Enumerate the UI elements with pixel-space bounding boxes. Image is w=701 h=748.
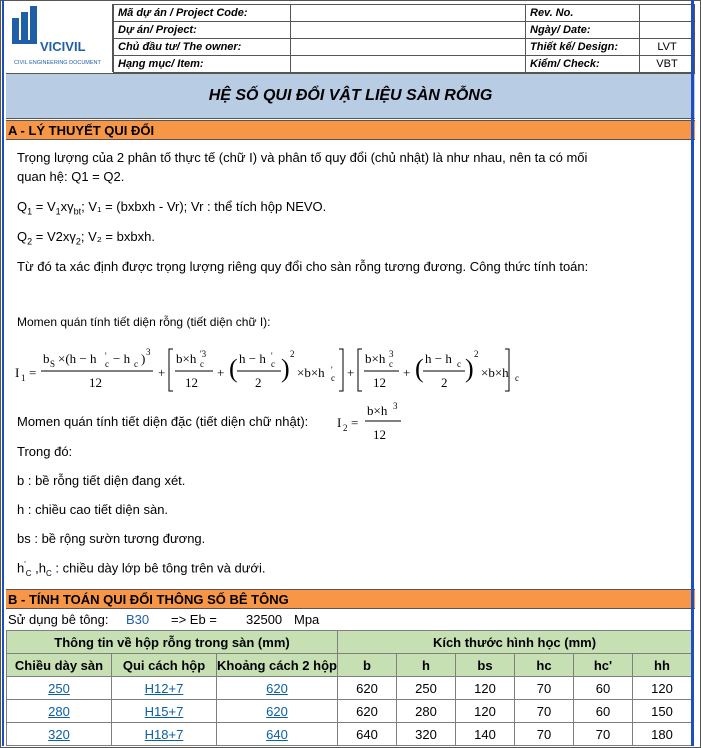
svg-text:I: I bbox=[15, 365, 20, 380]
svg-text:I: I bbox=[337, 415, 342, 430]
project-label: Dự án/ Project: bbox=[114, 22, 291, 39]
document-header bbox=[6, 4, 695, 72]
q1-formula-rest: ; V₁ = (bxbxh - Vr); Vr : thể tích hộp NEVO. bbox=[81, 199, 327, 214]
box-table bbox=[6, 630, 692, 746]
q2-formula: $Q_2 = V2x\gamma_2$; V₂ = bxbxh. bbox=[17, 229, 155, 247]
check-value[interactable]: VBT bbox=[640, 56, 695, 73]
svg-text:c: c bbox=[134, 359, 138, 369]
svg-text:1: 1 bbox=[21, 373, 26, 383]
svg-text:×b×h: ×b×h bbox=[297, 365, 325, 380]
col-header-bs: bs bbox=[456, 654, 515, 677]
rev-no-value[interactable] bbox=[640, 5, 695, 22]
col-header-h: h bbox=[397, 654, 456, 677]
cell-hc-prime: 60 bbox=[574, 700, 633, 723]
text-line-3: Từ đó ta xác định được trọng lượng riêng quy đổi cho sàn rỗng tương đương. Công thức tính toán: bbox=[17, 259, 589, 274]
project-code-label: Mã dự án / Project Code: bbox=[114, 5, 291, 22]
cell-hc-prime: 70 bbox=[574, 723, 633, 746]
project-value[interactable] bbox=[291, 22, 526, 39]
momen-hollow-label: Momen quán tính tiết diện rỗng (tiết diện chữ I): bbox=[17, 315, 271, 329]
header-table bbox=[113, 4, 695, 73]
svg-text:+: + bbox=[403, 365, 411, 380]
box-type-link[interactable]: H18+7 bbox=[112, 723, 217, 746]
design-label: Thiết kế/ Design: bbox=[526, 39, 640, 56]
slab-thickness-link[interactable]: 320 bbox=[7, 723, 112, 746]
svg-text:12: 12 bbox=[373, 427, 386, 442]
cell-h: 250 bbox=[397, 677, 456, 700]
svg-text:2: 2 bbox=[343, 423, 348, 433]
svg-text:': ' bbox=[105, 351, 107, 361]
svg-text:): ) bbox=[141, 351, 146, 366]
svg-text:12: 12 bbox=[89, 375, 102, 390]
page-title: HỆ SỐ QUI ĐỔI VẬT LIỆU SÀN RỖNG bbox=[6, 73, 695, 119]
svg-text:b: b bbox=[43, 351, 50, 366]
owner-value[interactable] bbox=[291, 39, 526, 56]
logo-subtitle: CIVIL ENGINEERING DOCUMENT bbox=[14, 60, 101, 66]
col-header-hc: hc bbox=[515, 654, 574, 677]
col-header-box-type: Qui cách hộp bbox=[112, 654, 217, 677]
box-spacing-link[interactable]: 620 bbox=[217, 700, 338, 723]
text-line-2: quan hệ: Q1 = Q2. bbox=[17, 169, 125, 184]
concrete-row bbox=[6, 610, 695, 630]
svg-text:S: S bbox=[50, 359, 56, 369]
table-row bbox=[7, 700, 692, 723]
col-header-b: b bbox=[338, 654, 397, 677]
check-label: Kiểm/ Check: bbox=[526, 56, 640, 73]
svg-text:c: c bbox=[200, 359, 204, 369]
text-line-1: Trọng lượng của 2 phân tố thực tế (chữ I) và phân tố quy đổi (chủ nhật) là như nhau, nên ta có mối bbox=[17, 150, 588, 165]
hollow-inertia-formula bbox=[13, 343, 519, 395]
slab-thickness-link[interactable]: 250 bbox=[7, 677, 112, 700]
table-row bbox=[7, 723, 692, 746]
concrete-label: Sử dụng bê tông: bbox=[8, 612, 109, 627]
svg-text:×b×h: ×b×h bbox=[481, 365, 509, 380]
solid-inertia-formula bbox=[335, 401, 415, 447]
svg-text:+: + bbox=[158, 365, 166, 380]
svg-text:3: 3 bbox=[393, 401, 398, 411]
col-header-box-spacing: Khoảng cách 2 hộp bbox=[217, 654, 338, 677]
cell-b: 640 bbox=[338, 723, 397, 746]
cell-b: 620 bbox=[338, 677, 397, 700]
svg-text:+: + bbox=[347, 365, 355, 380]
cell-bs: 120 bbox=[456, 700, 515, 723]
svg-text:2: 2 bbox=[474, 349, 479, 359]
svg-text:3: 3 bbox=[389, 349, 394, 359]
group-header-geometry: Kích thước hình học (mm) bbox=[338, 631, 692, 654]
svg-text:b×h: b×h bbox=[176, 351, 197, 366]
svg-text:+: + bbox=[217, 365, 225, 380]
cell-hc: 70 bbox=[515, 723, 574, 746]
svg-text:2: 2 bbox=[290, 349, 295, 359]
svg-text:b×h: b×h bbox=[367, 403, 388, 418]
item-label: Hạng mục/ Item: bbox=[114, 56, 291, 73]
svg-text:c: c bbox=[389, 359, 393, 369]
vicivil-logo-icon bbox=[6, 4, 112, 72]
svg-text:2: 2 bbox=[255, 375, 262, 390]
date-value[interactable] bbox=[640, 22, 695, 39]
svg-text:2: 2 bbox=[441, 375, 448, 390]
svg-text:=: = bbox=[29, 365, 37, 380]
cell-bs: 120 bbox=[456, 677, 515, 700]
svg-text:×(h − h: ×(h − h bbox=[58, 351, 97, 366]
h-description: h : chiều cao tiết diện sàn. bbox=[17, 502, 169, 517]
b-description: b : bề rỗng tiết diện đang xét. bbox=[17, 473, 186, 488]
svg-text:): ) bbox=[281, 354, 290, 383]
box-spacing-link[interactable]: 620 bbox=[217, 677, 338, 700]
cell-bs: 140 bbox=[456, 723, 515, 746]
cell-hc: 70 bbox=[515, 677, 574, 700]
section-b-heading: B - TÍNH TOÁN QUI ĐỔI THÔNG SỐ BÊ TÔNG bbox=[6, 589, 695, 609]
date-label: Ngày/ Date: bbox=[526, 22, 640, 39]
project-code-value[interactable] bbox=[291, 5, 526, 22]
q1-formula: $Q_1 = V_1x\gamma_{bt}$; V₁ = (bxbxh - Vr); Vr : thể tích hộp NEVO. bbox=[17, 199, 327, 217]
svg-text:(: ( bbox=[229, 354, 238, 383]
svg-text:c: c bbox=[331, 373, 335, 383]
svg-text:12: 12 bbox=[185, 375, 198, 390]
box-spacing-link[interactable]: 640 bbox=[217, 723, 338, 746]
svg-text:): ) bbox=[465, 354, 474, 383]
design-value[interactable]: LVT bbox=[640, 39, 695, 56]
table-row bbox=[7, 677, 692, 700]
eb-unit: Mpa bbox=[294, 612, 320, 627]
hollow-formula-closing-bracket bbox=[503, 349, 513, 395]
col-header-slab-thickness: Chiều dày sàn bbox=[7, 654, 112, 677]
cell-hh: 150 bbox=[633, 700, 692, 723]
svg-text:− h: − h bbox=[113, 351, 131, 366]
momen-solid-label: Momen quán tính tiết diện đặc (tiết diện chữ nhật): bbox=[17, 414, 309, 429]
box-type-link[interactable]: H12+7 bbox=[112, 677, 217, 700]
concrete-grade-select[interactable]: B30 bbox=[126, 612, 150, 627]
eb-value: 32500 bbox=[246, 612, 283, 627]
slab-thickness-link[interactable]: 280 bbox=[7, 700, 112, 723]
svg-text:=: = bbox=[351, 415, 359, 430]
svg-text:c: c bbox=[515, 373, 519, 383]
col-header-hc-prime: hc' bbox=[574, 654, 633, 677]
svg-text:b×h: b×h bbox=[365, 351, 386, 366]
item-value[interactable] bbox=[291, 56, 526, 73]
svg-text:h − h: h − h bbox=[239, 351, 266, 366]
svg-text:h − h: h − h bbox=[425, 351, 452, 366]
svg-text:3: 3 bbox=[146, 347, 151, 357]
cell-hc: 70 bbox=[515, 700, 574, 723]
svg-text:': ' bbox=[331, 365, 333, 375]
svg-text:': ' bbox=[271, 351, 273, 361]
hc-description-text: : chiều dày lớp bê tông trên và dưới. bbox=[51, 560, 266, 576]
cell-hh: 120 bbox=[633, 677, 692, 700]
svg-text:c: c bbox=[457, 359, 461, 369]
svg-text:c: c bbox=[105, 359, 109, 369]
owner-label: Chủ đầu tư/ The owner: bbox=[114, 39, 291, 56]
hc-description: $h'_C$ $,h_C$ : chiều dày lớp bê tông trên và dưới. bbox=[17, 560, 266, 578]
eb-label: => Eb = bbox=[171, 612, 217, 627]
bs-description: bs : bề rộng sườn tương đương. bbox=[17, 531, 206, 546]
svg-text:c: c bbox=[271, 359, 275, 369]
cell-h: 280 bbox=[397, 700, 456, 723]
logo-text: VICIVIL bbox=[40, 39, 86, 54]
svg-text:(: ( bbox=[415, 354, 424, 383]
rev-no-label: Rev. No. bbox=[526, 5, 640, 22]
where-label: Trong đó: bbox=[17, 444, 73, 459]
q2-formula-rest: ; V₂ = bxbxh. bbox=[80, 229, 155, 244]
cell-h: 320 bbox=[397, 723, 456, 746]
svg-text:12: 12 bbox=[373, 375, 386, 390]
section-a-heading: A - LÝ THUYẾT QUI ĐỔI bbox=[6, 120, 695, 140]
box-type-link[interactable]: H15+7 bbox=[112, 700, 217, 723]
col-header-hh: hh bbox=[633, 654, 692, 677]
group-header-box-info: Thông tin về hộp rỗng trong sàn (mm) bbox=[7, 631, 338, 654]
svg-text:'3: '3 bbox=[200, 349, 207, 359]
cell-hh: 180 bbox=[633, 723, 692, 746]
cell-hc-prime: 60 bbox=[574, 677, 633, 700]
cell-b: 620 bbox=[338, 700, 397, 723]
company-logo bbox=[6, 4, 113, 72]
